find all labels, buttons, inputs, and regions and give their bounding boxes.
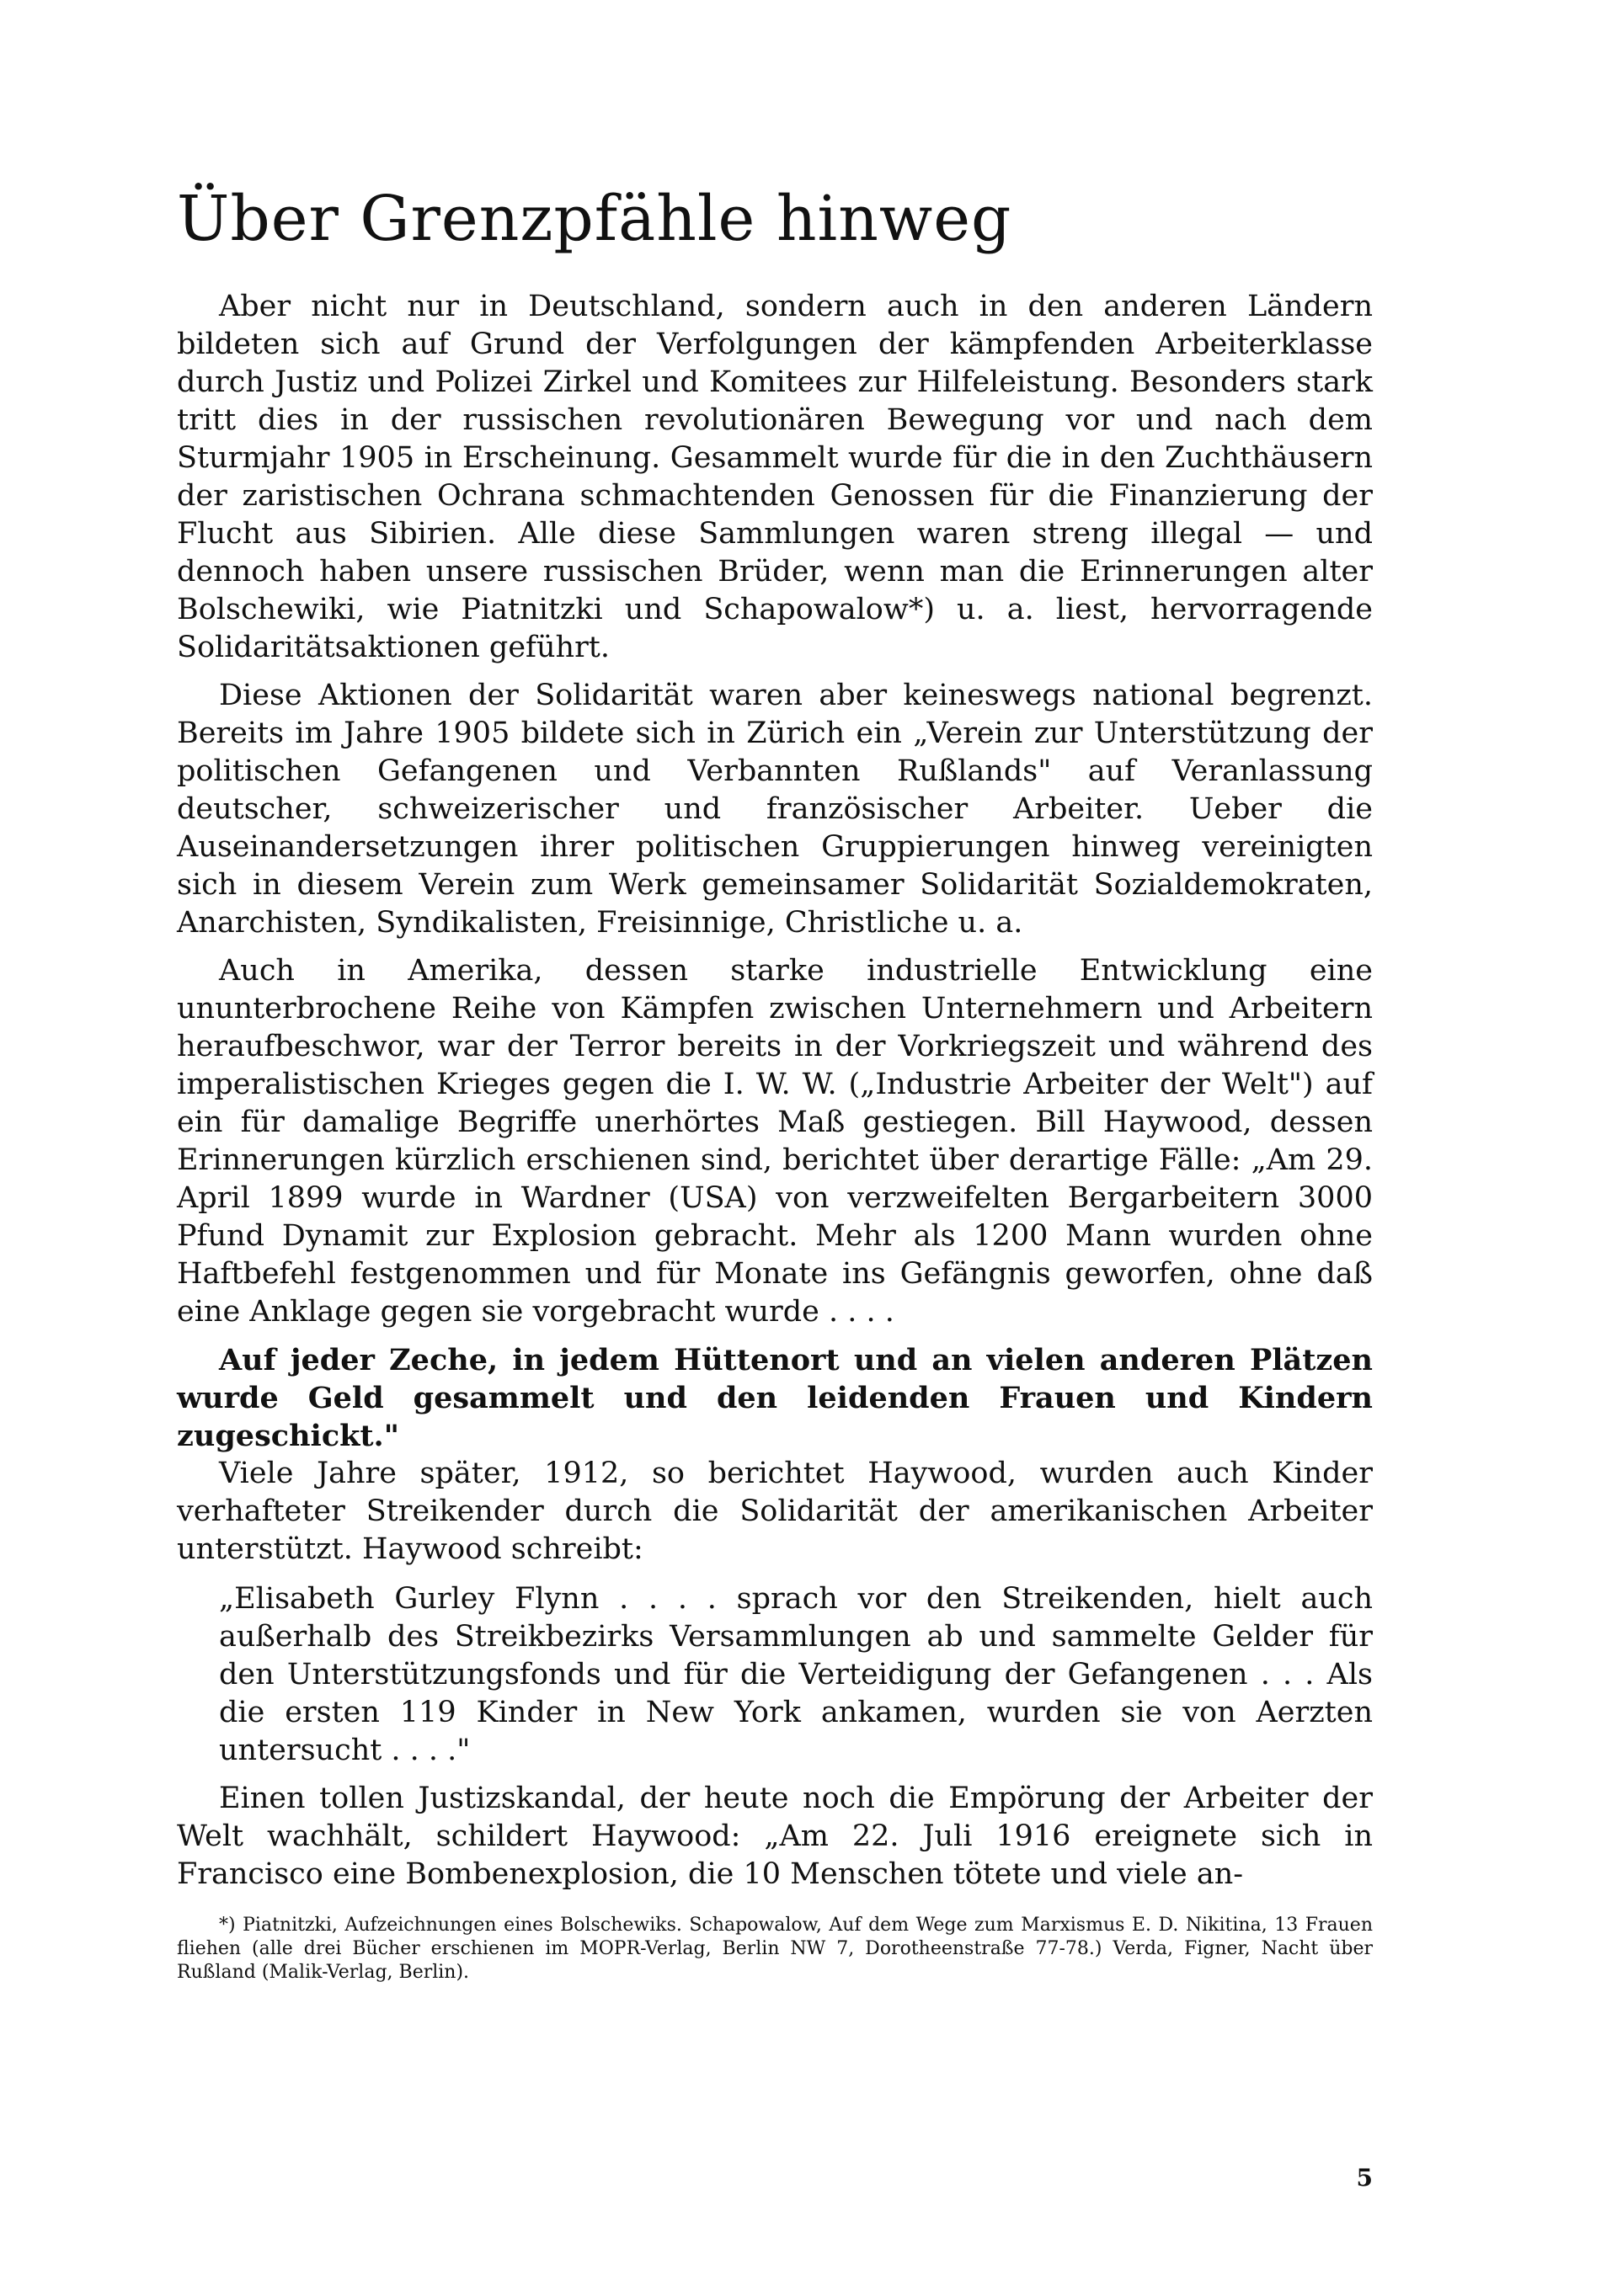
paragraph-7: Einen tollen Justizskandal, der heute noch die Empörung der Arbeiter der Welt wachhält, schildert Haywood: „Am 22. Juli 1916 ereignete sich in Francisco eine Bombenexplosion, die 10 Menschen tötete und viele an- [177,1782,1373,1891]
paragraph-1: Aber nicht nur in Deutschland, sondern auch in den anderen Ländern bildeten sich auf Grund der Verfolgungen der kämpfenden Arbeiterklasse durch Justiz und Polizei Zirkel und Komitees zur Hilfeleistung. Besonders stark tritt dies in der russischen revolutionären Bewegung vor und nach dem Sturmjahr 1905 in Erscheinung. Gesammelt wurde für die in den Zuchthäusern der zaristischen Ochrana schmachtenden Genossen für die Finanzierung der Flucht aus Sibirien. Alle diese Sammlungen waren streng illegal — und dennoch haben unsere russischen Brüder, wenn man die Erinnerungen alter Bolschewiki, wie Piatnitzki und Schapowalow*) u. a. liest, hervorragende Solidaritätsaktionen geführt. [177,290,1373,664]
paragraph-3: Auch in Amerika, dessen starke industrielle Entwicklung eine ununterbrochene Reihe von Kämpfen zwischen Unternehmern und Arbeitern heraufbeschwor, war der Terror bereits in der Vorkriegszeit und während des imperalistischen Krieges gegen die I. W. W. („Industrie Arbeiter der Welt") auf ein für damalige Begriffe unerhörtes Maß gestiegen. Bill Haywood, dessen Erinnerungen kürzlich erschienen sind, berichtet über derartige Fälle: „Am 29. April 1899 wurde in Wardner (USA) von verzweifelten Bergarbeitern 3000 Pfund Dynamit zur Explosion gebracht. Mehr als 1200 Mann wurden ohne Haftbefehl festgenommen und für Monate ins Gefängnis geworfen, ohne daß eine Anklage gegen sie vorgebracht wurde . . . . [177,954,1373,1329]
paragraph-6-quote: „Elisabeth Gurley Flynn . . . . sprach vor den Streikenden, hielt auch außerhalb des Streikbezirks Versammlungen ab und sammelte Gelder für den Unterstützungsfonds und für die Verteidigung der Gefangenen . . . Als die ersten 119 Kinder in New York ankamen, wurden sie von Aerzten untersucht . . . ." [219,1582,1373,1767]
paragraph-5: Viele Jahre später, 1912, so berichtet Haywood, wurden auch Kinder verhafteter Streikender durch die Solidarität der amerikanischen Arbeiter unterstützt. Haywood schreibt: [177,1457,1373,1566]
paragraph-2: Diese Aktionen der Solidarität waren aber keineswegs national begrenzt. Bereits im Jahre 1905 bildete sich in Zürich ein „Verein zur Unterstützung der politischen Gefangenen und Verbannten Rußlands" auf Veranlassung deutscher, schweizerischer und französischer Arbeiter. Ueber die Auseinandersetzungen ihrer politischen Gruppierungen hinweg vereinigten sich in diesem Verein zum Werk gemeinsamer Solidarität Sozialdemokraten, Anarchisten, Syndikalisten, Freisinnige, Christliche u. a. [177,679,1373,940]
footnote: *) Piatnitzki, Aufzeichnungen eines Bolschewiks. Schapowalow, Auf dem Wege zum Marxismus E. D. Nikitina, 13 Frauen fliehen (alle drei Bücher erschienen im MOPR-Verlag, Berlin NW 7, Dorotheenstraße 77-78.) Verda, Figner, Nacht über Rußland (Malik-Verlag, Berlin). [177,1915,1373,1983]
document-page [177,177,1373,2197]
page-title: Über Grenzpfähle hinweg [177,183,1012,255]
page-number: 5 [1356,2164,1373,2192]
paragraph-4-bold-quote: Auf jeder Zeche, in jedem Hüttenort und an vielen anderen Plätzen wurde Geld gesammelt und den leidenden Frauen und Kindern zugeschickt." [177,1343,1373,1453]
